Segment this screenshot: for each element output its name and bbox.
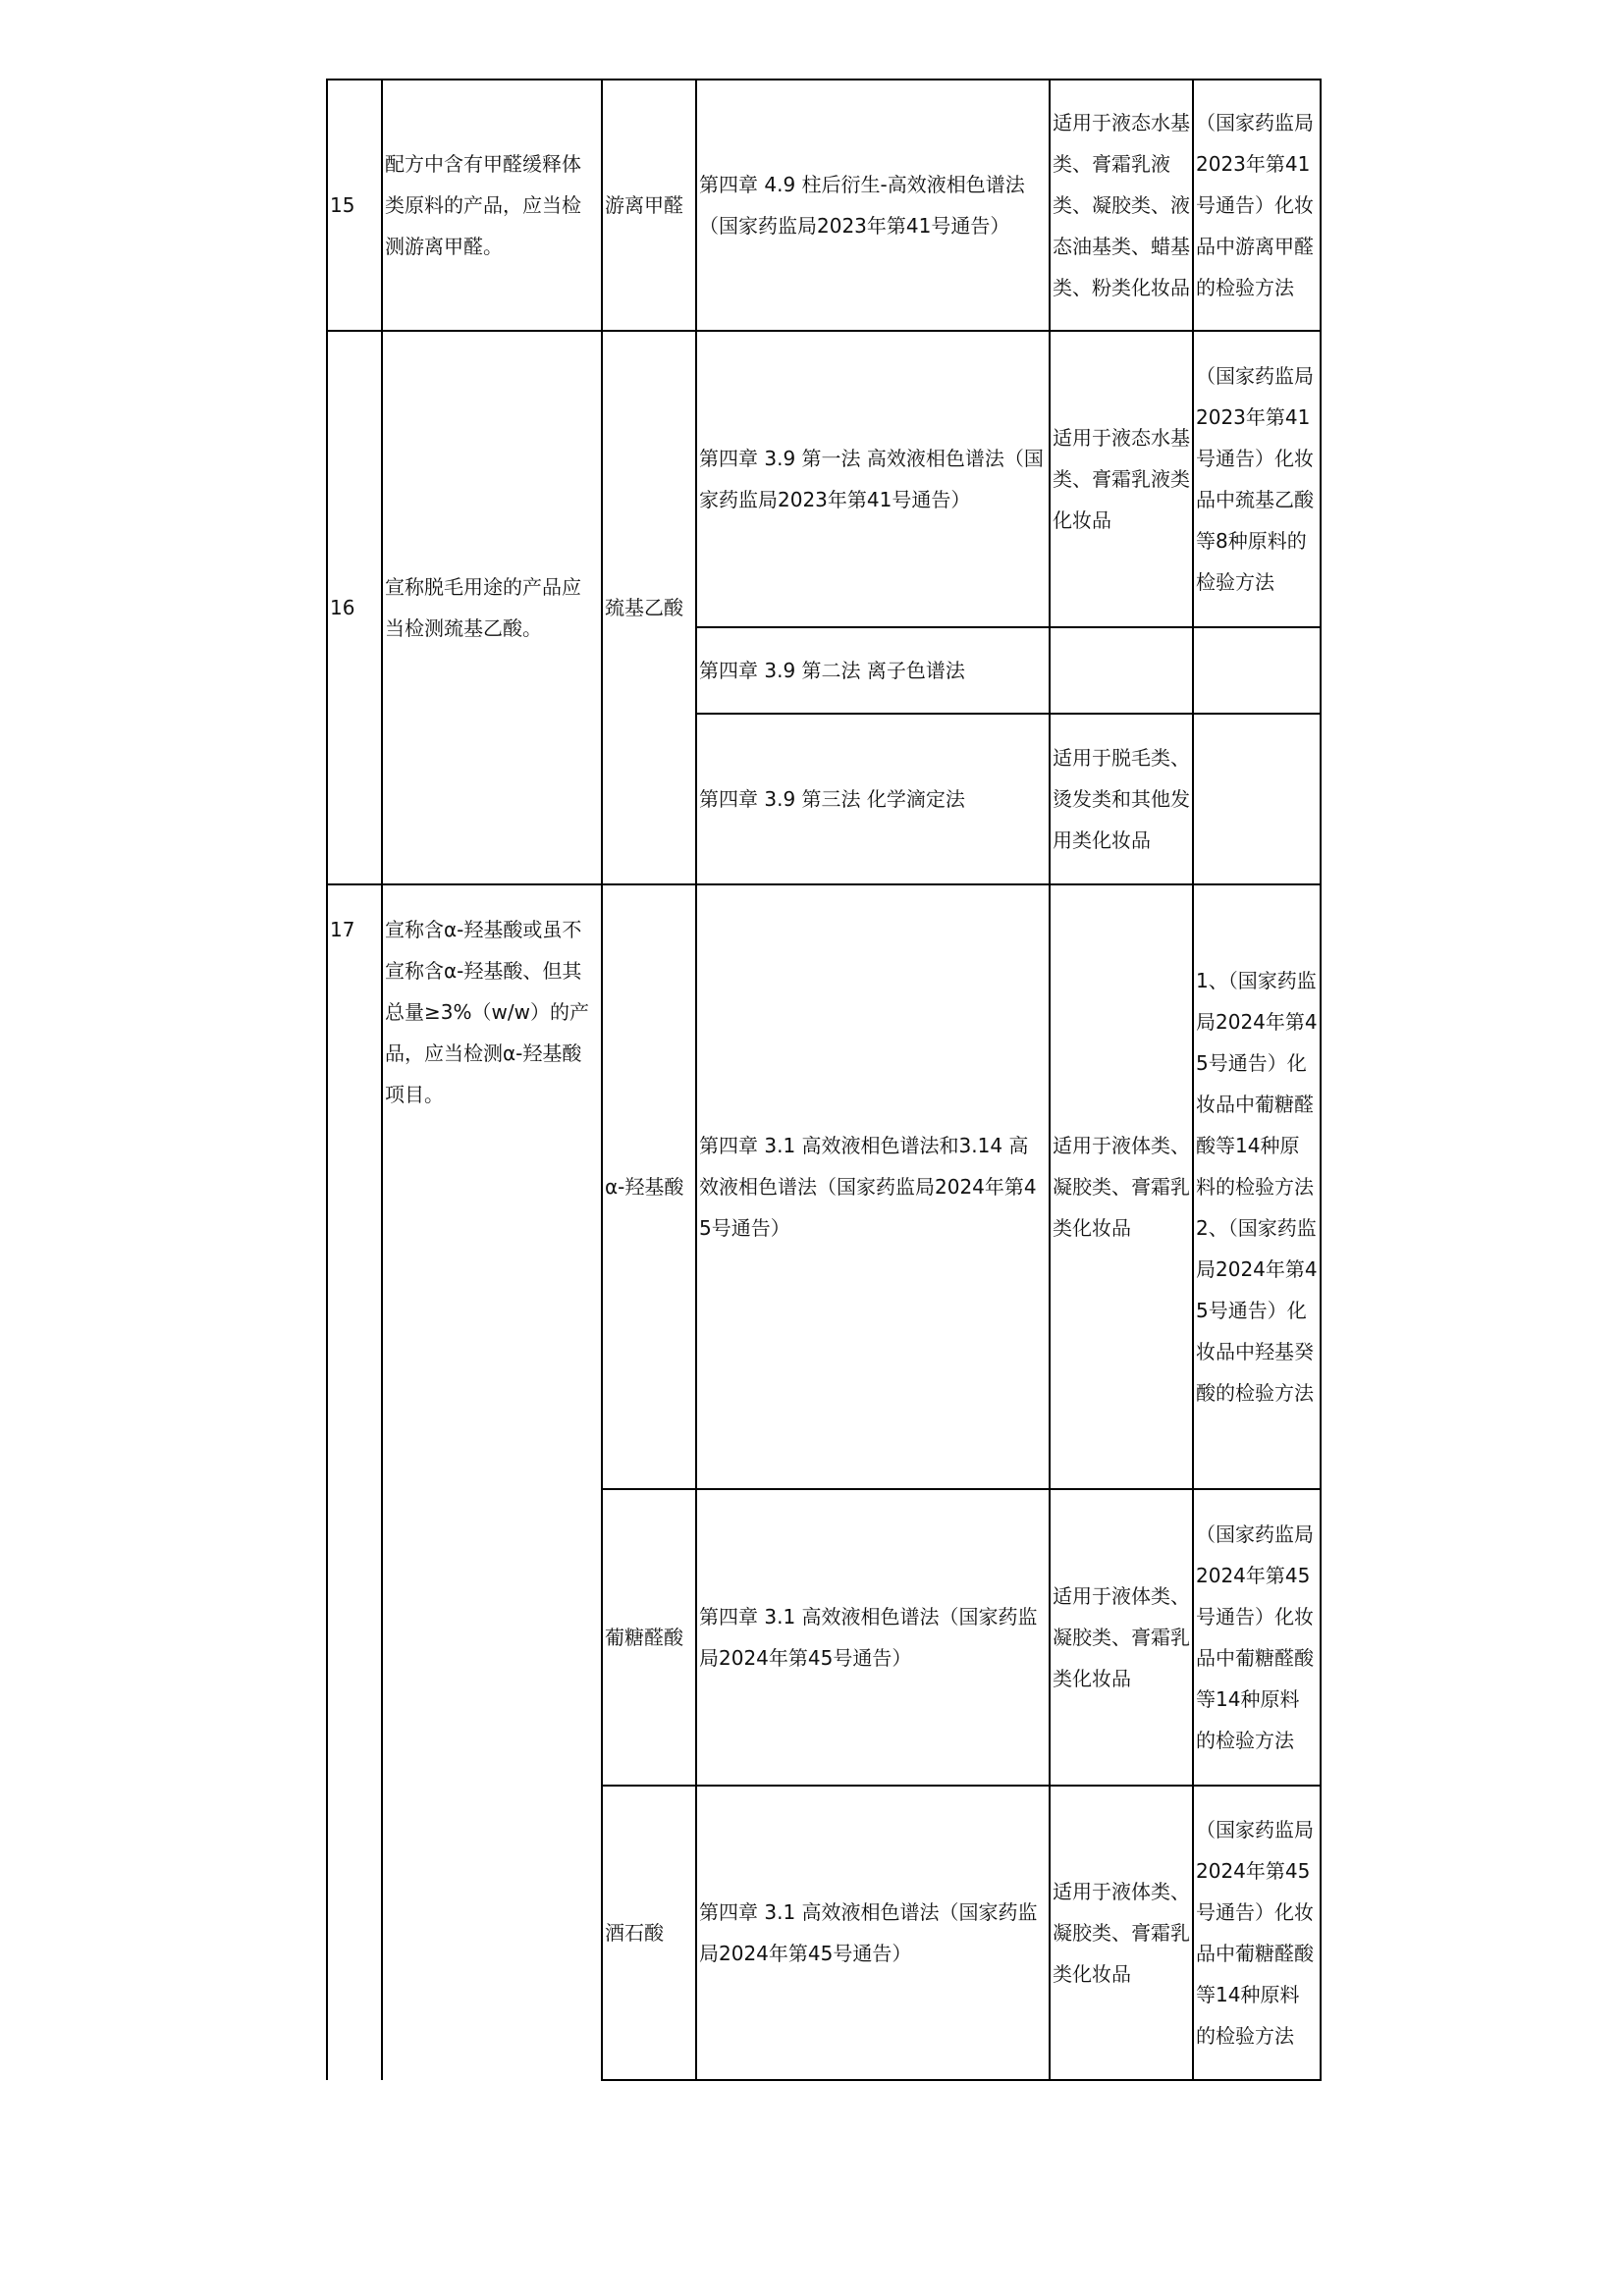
scope-cell: 适用于液体类、凝胶类、膏霜乳类化妆品 bbox=[1050, 1489, 1193, 1786]
row-number: 15 bbox=[327, 80, 382, 331]
method-cell: 第四章 3.1 高效液相色谱法和3.14 高效液相色谱法（国家药监局2024年第45号通告） bbox=[696, 884, 1050, 1489]
source-cell: （国家药监局2024年第45号通告）化妆品中葡糖醛酸等14种原料的检验方法 bbox=[1193, 1489, 1321, 1786]
source-cell: （国家药监局2023年第41号通告）化妆品中游离甲醛的检验方法 bbox=[1193, 80, 1321, 331]
scope-cell: 适用于液态水基类、膏霜乳液类化妆品 bbox=[1050, 331, 1193, 627]
method-cell: 第四章 3.9 第三法 化学滴定法 bbox=[696, 714, 1050, 884]
scope-cell: 适用于脱毛类、烫发类和其他发用类化妆品 bbox=[1050, 714, 1193, 884]
requirement-cell: 宣称含α-羟基酸或虽不宣称含α-羟基酸、但其总量≥3%（w/w）的产品，应当检测α-羟基酸项目。 bbox=[382, 884, 602, 2080]
scope-cell: 适用于液态水基类、膏霜乳液类、凝胶类、液态油基类、蜡基类、粉类化妆品 bbox=[1050, 80, 1193, 331]
scope-cell: 适用于液体类、凝胶类、膏霜乳类化妆品 bbox=[1050, 884, 1193, 1489]
method-cell: 第四章 3.9 第一法 高效液相色谱法（国家药监局2023年第41号通告） bbox=[696, 331, 1050, 627]
source-cell: （国家药监局2024年第45号通告）化妆品中葡糖醛酸等14种原料的检验方法 bbox=[1193, 1786, 1321, 2080]
table-row bbox=[327, 884, 1321, 1489]
source-cell: （国家药监局2023年第41号通告）化妆品中巯基乙酸等8种原料的检验方法 bbox=[1193, 331, 1321, 627]
test-item-cell: α-羟基酸 bbox=[602, 884, 696, 1489]
source-cell bbox=[1193, 627, 1321, 714]
table-row bbox=[327, 80, 1321, 331]
source-cell bbox=[1193, 714, 1321, 884]
row-number: 17 bbox=[327, 884, 382, 2080]
source-line-1: 1、（国家药监局2024年第45号通告）化妆品中葡糖醛酸等14种原料的检验方法 bbox=[1196, 969, 1318, 1199]
source-line-2: 2、（国家药监局2024年第45号通告）化妆品中羟基癸酸的检验方法 bbox=[1196, 1216, 1318, 1405]
method-cell: 第四章 3.1 高效液相色谱法（国家药监局2024年第45号通告） bbox=[696, 1786, 1050, 2080]
test-item-cell: 酒石酸 bbox=[602, 1786, 696, 2080]
test-item-cell: 游离甲醛 bbox=[602, 80, 696, 331]
method-cell: 第四章 4.9 柱后衍生-高效液相色谱法（国家药监局2023年第41号通告） bbox=[696, 80, 1050, 331]
test-item-cell: 葡糖醛酸 bbox=[602, 1489, 696, 1786]
scope-cell bbox=[1050, 627, 1193, 714]
row-number: 16 bbox=[327, 331, 382, 884]
requirement-cell: 配方中含有甲醛缓释体类原料的产品，应当检测游离甲醛。 bbox=[382, 80, 602, 331]
method-cell: 第四章 3.1 高效液相色谱法（国家药监局2024年第45号通告） bbox=[696, 1489, 1050, 1786]
test-method-table bbox=[326, 79, 1322, 2081]
method-cell: 第四章 3.9 第二法 离子色谱法 bbox=[696, 627, 1050, 714]
requirement-cell: 宣称脱毛用途的产品应当检测巯基乙酸。 bbox=[382, 331, 602, 884]
scope-cell: 适用于液体类、凝胶类、膏霜乳类化妆品 bbox=[1050, 1786, 1193, 2080]
table-row bbox=[327, 331, 1321, 627]
test-item-cell: 巯基乙酸 bbox=[602, 331, 696, 884]
source-cell bbox=[1193, 884, 1321, 1489]
